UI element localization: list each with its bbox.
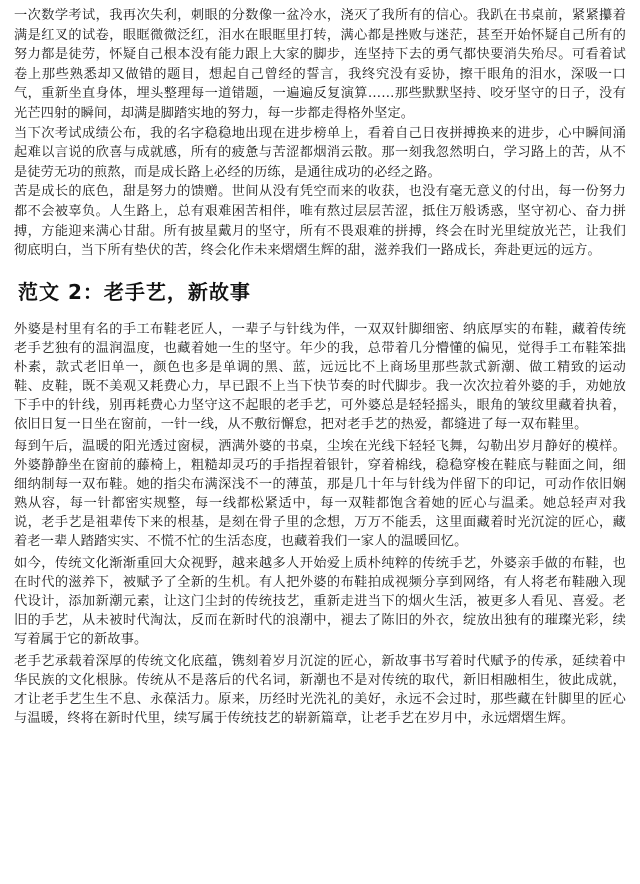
essay-2 <box>14 280 626 728</box>
essay-2-paragraph-4: 老手艺承载着深厚的传统文化底蕴，镌刻着岁月沉淀的匠心，新故事书写着时代赋予的传承，延续着中华民族的文化根脉。传统从不是落后的代名词，新潮也不是对传统的取代，新旧相融相生，彼此成就，才让老手艺生生不息、永葆活力。原来，历经时光洗礼的美好，永远不会过时，那些藏在针脚里的匠心与温暖，终将在新时代里，续写属于传统技艺的崭新篇章，让老手艺在岁月中，永远熠熠生辉。 <box>14 653 626 726</box>
essay-2-paragraph-3: 如今，传统文化渐渐重回大众视野，越来越多人开始爱上质朴纯粹的传统手艺，外婆亲手做的布鞋，也在时代的滋养下，被赋予了全新的生机。有人把外婆的布鞋拍成视频分享到网络，有人将老布鞋融入现代设计，添加新潮元素，让这门尘封的传统技艺，重新走进当下的烟火生活，被更多人看见、喜爱。老旧的手艺，从未被时代淘汰，反而在新时代的浪潮中，褪去了陈旧的外衣，绽放出独有的璀璨光彩，续写着属于它的新故事。 <box>14 555 626 647</box>
essay-2-paragraph-2: 每到午后，温暖的阳光透过窗棂，洒满外婆的书桌，尘埃在光线下轻轻飞舞，勾勒出岁月静好的模样。外婆静静坐在窗前的藤椅上，粗糙却灵巧的手指捏着银针，穿着棉线，稳稳穿梭在鞋底与鞋面之间，细细纳制每一双布鞋。她的指尖布满深浅不一的薄茧，那是几十年与针线为伴留下的印记，可动作依旧娴熟从容，每一针都密实规整，每一线都松紧适中，每一双鞋都饱含着她的匠心与温柔。她总轻声对我说，老手艺是祖辈传下来的根基，是刻在骨子里的念想，万万不能丢，这里面藏着时光沉淀的匠心，藏着老一辈人踏踏实实、不慌不忙的生活态度，也藏着我们一家人的温暖回忆。 <box>14 438 626 549</box>
essay-1-paragraph-3: 苦是成长的底色，甜是努力的馈赠。世间从没有凭空而来的收获，也没有毫无意义的付出，每一份努力都不会被辜负。人生路上，总有艰难困苦相伴，唯有熬过层层苦涩，抵住万般诱惑，坚守初心、奋力拼搏，方能迎来满心甘甜。所有披星戴月的坚守，所有不畏艰难的拼搏，终会在时光里绽放光芒，让我们彻底明白，当下所有垫伏的苦，终会化作未来熠熠生辉的甜，滋养我们一路成长，奔赴更远的远方。 <box>14 184 626 259</box>
essay-2-heading: 范文 2：老手艺，新故事 <box>18 279 251 304</box>
essay-1-paragraph-2: 当下次考试成绩公布，我的名字稳稳地出现在进步榜单上，看着自己日夜拼搏换来的进步，心中瞬间涌起难以言说的欣喜与成就感，所有的疲惫与苦涩都烟消云散。那一刻我忽然明白，学习路上的苦，从不是徒劳无功的煎熬，而是成长路上必经的历练，是通往成功的必经之路。 <box>14 125 626 180</box>
essay-1 <box>14 6 626 261</box>
essay-1-paragraph-1: 一次数学考试，我再次失利，刺眼的分数像一盆冷水，浇灭了我所有的信心。我趴在书桌前，紧紧攥着满是红叉的试卷，眼眶微微泛红，泪水在眼眶里打转，满心都是挫败与迷茫，甚至开始怀疑自己所有的努力都是徒劳，怀疑自己根本没有能力跟上大家的脚步，连坚持下去的勇气都快要消失殆尽。可看着试卷上那些熟悉却又做错的题目，想起自己曾经的誓言，我终究没有妥协，擦干眼角的泪水，深吸一口气，重新坐直身体，埋头整理每一道错题，一遍遍反复演算……那些默默坚持、咬牙坚守的日子，没有光芒四射的瞬间，却满是脚踏实地的努力，每一步都走得格外坚定。 <box>14 8 626 121</box>
essay-2-paragraph-1: 外婆是村里有名的手工布鞋老匠人，一辈子与针线为伴，一双双针脚细密、纳底厚实的布鞋，藏着传统老手艺独有的温润温度，也藏着她一生的坚守。年少的我，总带着几分懵懂的偏见，觉得手工布鞋笨拙朴素，款式老旧单一，颜色也多是单调的黑、蓝，远远比不上商场里那些款式新潮、做工精致的运动鞋、皮鞋，既不美观又耗费心力，早已跟不上当下快节奏的时代脚步。我一次次拉着外婆的手，劝她放下手中的针线，别再耗费心力坚守这不起眼的老手艺，可外婆总是轻轻摇头，眼角的皱纹里藏着执着，依旧日复一日坐在窗前，一针一线，从不敷衍懈怠，把对老手艺的热爱，都缝进了每一双布鞋里。 <box>14 321 626 432</box>
